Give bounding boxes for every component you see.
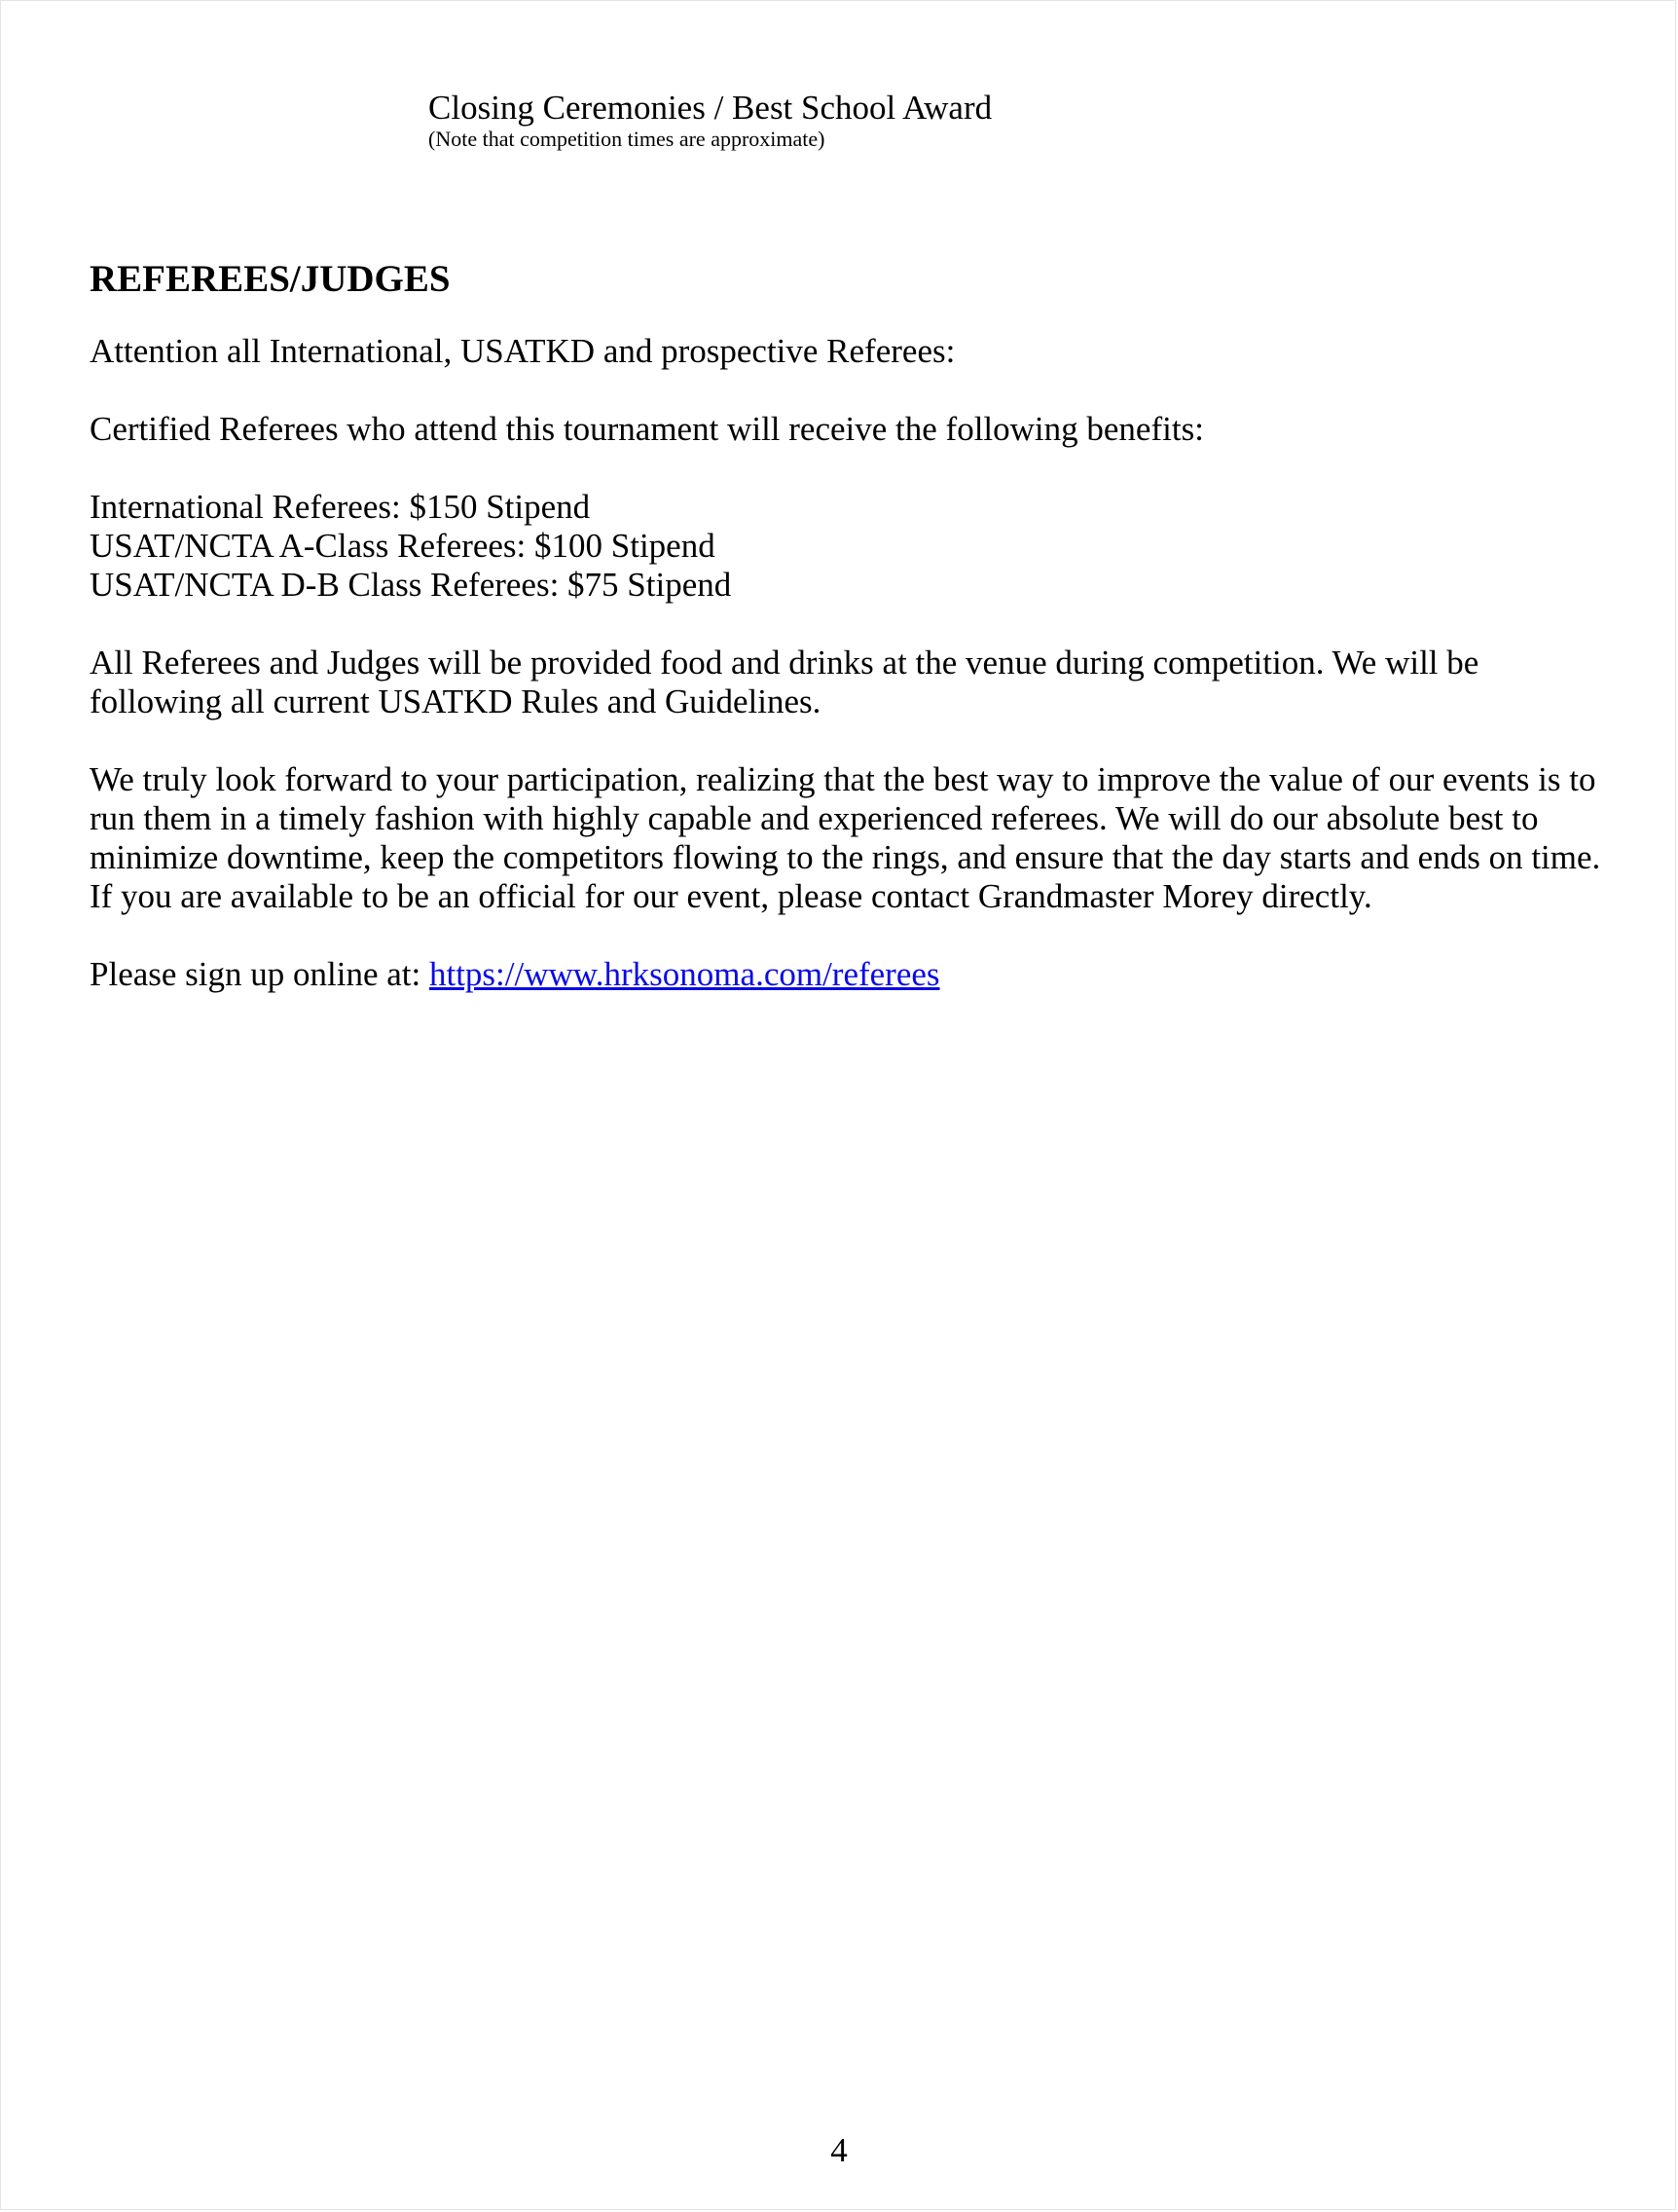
stipend-item: USAT/NCTA A-Class Referees: $100 Stipend (90, 527, 715, 565)
signup-label: Please sign up online at: (90, 955, 429, 993)
schedule-closing-block (428, 89, 992, 151)
stipend-item: USAT/NCTA D-B Class Referees: $75 Stipend (90, 566, 732, 604)
page-number: 4 (830, 2131, 848, 2169)
attention-text: Attention all International, USATKD and prospective Referees: (90, 332, 956, 370)
section-heading: REFEREES/JUDGES (90, 258, 451, 300)
times-approximate-note: (Note that competition times are approximate) (428, 127, 825, 151)
food-paragraph (90, 644, 1608, 721)
referees-signup-link[interactable]: https://www.hrksonoma.com/referees (428, 955, 940, 993)
closing-ceremonies-title: Closing Ceremonies / Best School Award (428, 89, 993, 127)
attention-paragraph (90, 332, 1608, 371)
signup-line (90, 955, 1608, 994)
stipend-item: International Referees: $150 Stipend (90, 488, 591, 526)
food-line: All Referees and Judges will be provided food and drinks at the venue during competition. We will be (90, 644, 1479, 682)
food-line: following all current USATKD Rules and Guidelines. (90, 682, 821, 720)
referees-section (90, 256, 1608, 1033)
participation-line: run them in a timely fashion with highly capable and experienced referees. We will do our absolute best to (90, 799, 1539, 837)
participation-line: minimize downtime, keep the competitors flowing to the rings, and ensure that the day starts and ends on time. (90, 838, 1601, 876)
participation-paragraph (90, 760, 1608, 916)
participation-line: If you are available to be an official for our event, please contact Grandmaster Morey directly. (90, 877, 1372, 915)
participation-line: We truly look forward to your participation, realizing that the best way to improve the value of our events is to (90, 760, 1596, 798)
signup-paragraph (90, 955, 1608, 994)
benefits-intro-paragraph (90, 410, 1608, 449)
stipend-list (90, 488, 1608, 605)
benefits-intro-text: Certified Referees who attend this tournament will receive the following benefits: (90, 410, 1204, 448)
